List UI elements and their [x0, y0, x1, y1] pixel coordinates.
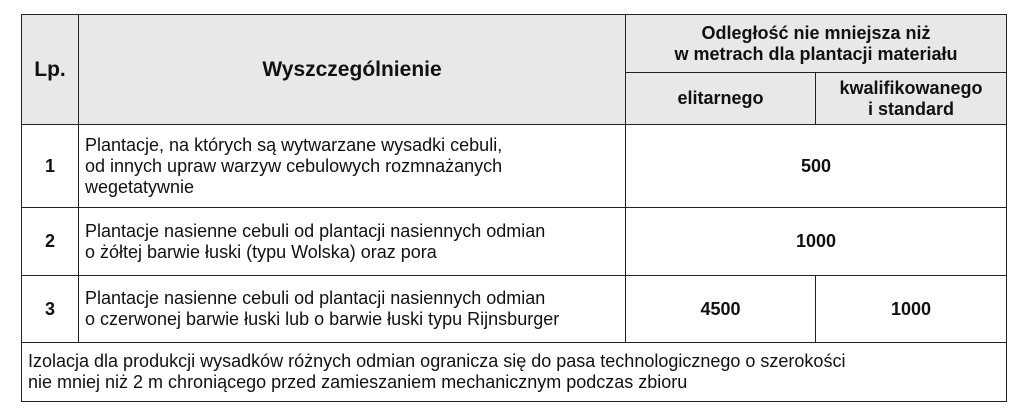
row-description — [79, 208, 626, 276]
isolation-note — [22, 343, 1007, 402]
row-distance-value: 1000 — [626, 208, 1007, 276]
header-row — [22, 15, 1007, 73]
isolation-note-line2: nie mniej niż 2 m chroniącego przed zamieszaniem mechanicznym podczas zbioru — [28, 372, 688, 392]
header-qualified — [816, 73, 1007, 125]
header-distance-line1: Odległość nie mniejsza niż — [701, 22, 931, 43]
row-distance-value: 500 — [626, 125, 1007, 208]
row-number: 1 — [22, 125, 79, 208]
header-description: Wyszczególnienie — [79, 15, 626, 125]
header-qualified-line2: i standard — [867, 98, 955, 119]
row-distance-elite: 4500 — [626, 276, 816, 343]
header-distance-line2: w metrach dla plantacji materiału — [674, 43, 958, 64]
row-description-line: Plantacje, na których są wytwarzane wysadki cebuli, — [85, 134, 503, 155]
table-row — [22, 208, 1007, 276]
header-elite: elitarnego — [626, 73, 816, 125]
row-description-line: Plantacje nasienne cebuli od plantacji nasiennych odmian — [85, 288, 546, 308]
table-row — [22, 125, 1007, 208]
header-qualified-line1: kwalifikowanego — [839, 77, 983, 98]
row-description — [79, 125, 626, 208]
table-row — [22, 276, 1007, 343]
row-number: 3 — [22, 276, 79, 343]
row-description-line: wegetatywnie — [85, 176, 195, 197]
isolation-note-line1: Izolacja dla produkcji wysadków różnych odmian ogranicza się do pasa technologicznego o szerokości — [28, 351, 846, 371]
row-description — [79, 276, 626, 343]
isolation-distance-table — [21, 14, 1007, 402]
note-row — [22, 343, 1007, 402]
row-number: 2 — [22, 208, 79, 276]
header-lp: Lp. — [22, 15, 79, 125]
row-description-line: Plantacje nasienne cebuli od plantacji nasiennych odmian — [85, 220, 546, 241]
row-description-line: od innych upraw warzyw cebulowych rozmnażanych — [85, 155, 503, 176]
row-description-line: o czerwonej barwie łuski lub o barwie łuski typu Rijnsburger — [85, 309, 560, 329]
row-distance-qualified: 1000 — [816, 276, 1007, 343]
row-description-line: o żółtej barwie łuski (typu Wolska) oraz pora — [85, 241, 437, 262]
header-distance — [626, 15, 1007, 73]
